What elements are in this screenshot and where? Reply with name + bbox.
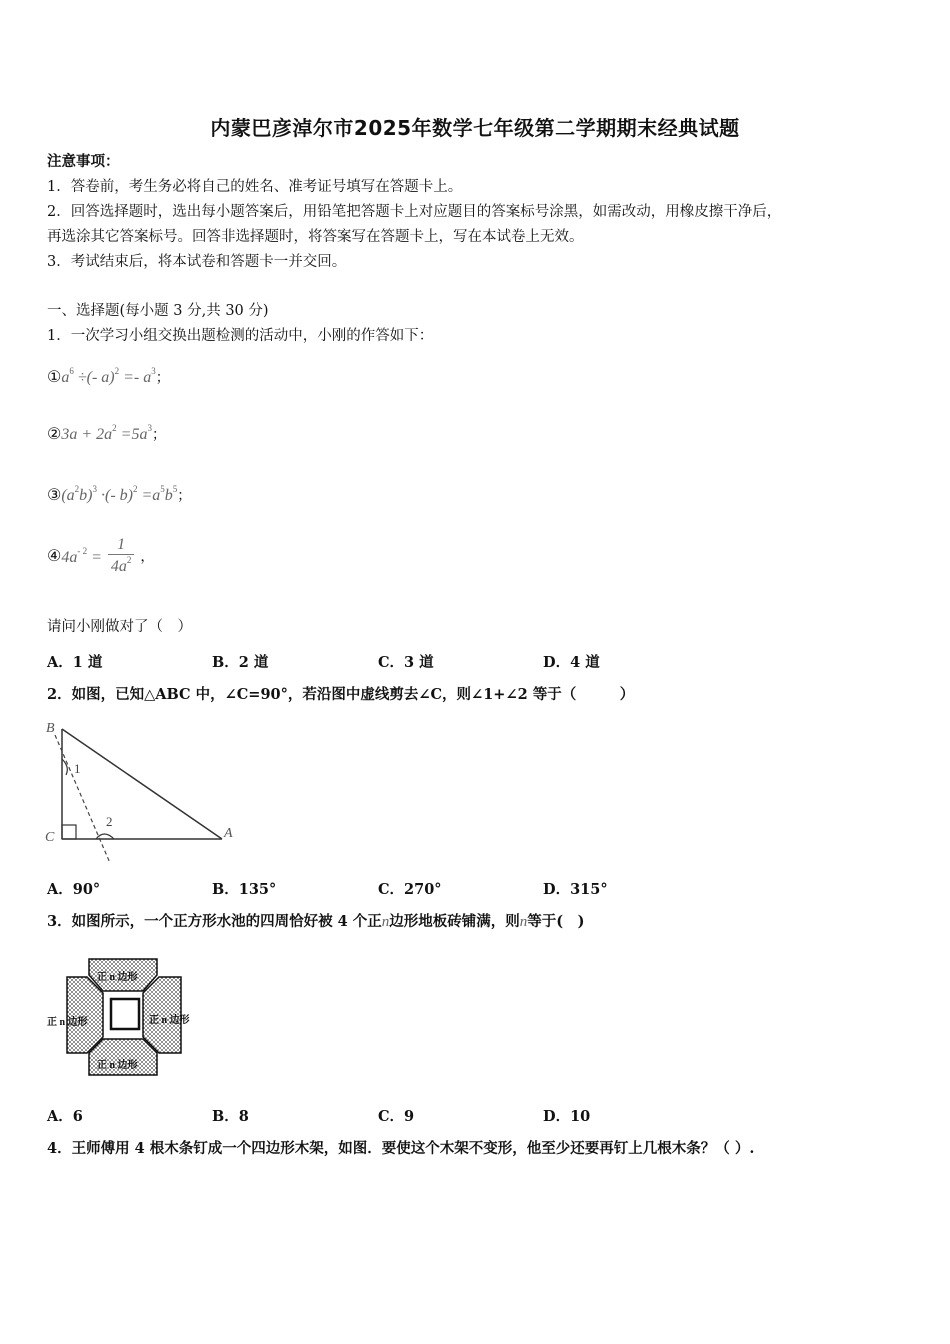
q3-option-d[interactable]: D．10 (543, 1108, 591, 1125)
label-c: C (45, 830, 55, 845)
label-a: A (224, 826, 233, 841)
q1-item-3: $③(a^2b)^3$ ·(- $b)^2 =a^5b^5$； (47, 484, 192, 504)
q1-item-1: $①a^6$ ÷(- $a)^2 =- a^3$； (47, 366, 170, 386)
fraction: $\frac{1}{4a^2}$ (108, 536, 135, 576)
notice-item-2: 2．回答选择题时，选出每小题答案后，用铅笔把答题卡上对应题目的答案标号涂黑，如需改动，用橡皮擦干净后， (47, 204, 782, 220)
item-mark: ② (47, 426, 62, 443)
q3-option-b[interactable]: B．8 (212, 1108, 249, 1125)
q1-stem: 1．一次学习小组交换出题检测的活动中，小刚的作答如下： (47, 328, 434, 344)
q2-option-b[interactable]: B．135° (212, 881, 277, 898)
tile-label-bottom: 正 n 边形 (97, 1060, 138, 1071)
q1-item-4: $④4a^{- 2}$ = $\frac{1}{4a^2}$ ， (47, 536, 155, 575)
q1-option-c[interactable]: C．3 道 (378, 654, 434, 671)
q2-option-c[interactable]: C．270° (378, 881, 442, 898)
triangle-figure (40, 715, 250, 865)
q2-option-a[interactable]: A．90° (47, 881, 101, 898)
section-heading: 一、选择题(每小题 3 分,共 30 分) (47, 303, 269, 319)
q3-stem: 3．如图所示，一个正方形水池的四周恰好被 4 个正n边形地板砖铺满，则n等于( ) (47, 913, 585, 930)
label-angle-1: 1 (74, 761, 81, 776)
right-angle-mark (62, 825, 76, 839)
q1-item-2: ②3a + $2a^2 =5a^3$； (47, 423, 166, 443)
notice-heading: 注意事项： (47, 153, 120, 170)
pool-tiles-figure (45, 953, 210, 1088)
q1-ask: 请问小刚做对了（ ） (47, 619, 192, 635)
notice-item-1: 1．答卷前，考生务必将自己的姓名、准考证号填写在答题卡上。 (47, 179, 463, 195)
tile-label-left: 正 n 边形 (47, 1017, 88, 1028)
q3-option-c[interactable]: C．9 (378, 1108, 415, 1125)
q2-option-d[interactable]: D．315° (543, 881, 608, 898)
q4-stem: 4．王师傅用 4 根木条钉成一个四边形木架，如图．要使这个木架不变形，他至少还要再钉上几根木条？（ ）. (47, 1140, 755, 1157)
q1-option-d[interactable]: D．4 道 (543, 654, 600, 671)
item-mark: ③ (47, 487, 62, 504)
label-b: B (46, 721, 55, 736)
pool-square (111, 999, 139, 1029)
page-title: 内蒙巴彦淖尔市2025年数学七年级第二学期期末经典试题 (210, 116, 740, 140)
notice-item-3: 3．考试结束后，将本试卷和答题卡一并交回。 (47, 254, 347, 270)
tile-label-top: 正 n 边形 (97, 972, 138, 983)
item-mark: ④ (47, 548, 62, 565)
label-angle-2: 2 (106, 814, 113, 829)
tile-label-right: 正 n 边形 (149, 1015, 190, 1026)
q1-option-a[interactable]: A．1 道 (47, 654, 103, 671)
item-mark: ① (47, 369, 62, 386)
tile-left (67, 977, 103, 1053)
dashed-cut-line (55, 735, 110, 863)
q2-stem: 2．如图，已知△ABC 中，∠C=90°，若沿图中虚线剪去∠C，则∠1+∠2 等于（ ） (47, 686, 635, 703)
q3-option-a[interactable]: A．6 (47, 1108, 83, 1125)
notice-item-2-cont: 再选涂其它答案标号。回答非选择题时，将答案写在答题卡上，写在本试卷上无效。 (47, 229, 584, 245)
side-ab (62, 729, 222, 839)
q1-option-b[interactable]: B．2 道 (212, 654, 269, 671)
